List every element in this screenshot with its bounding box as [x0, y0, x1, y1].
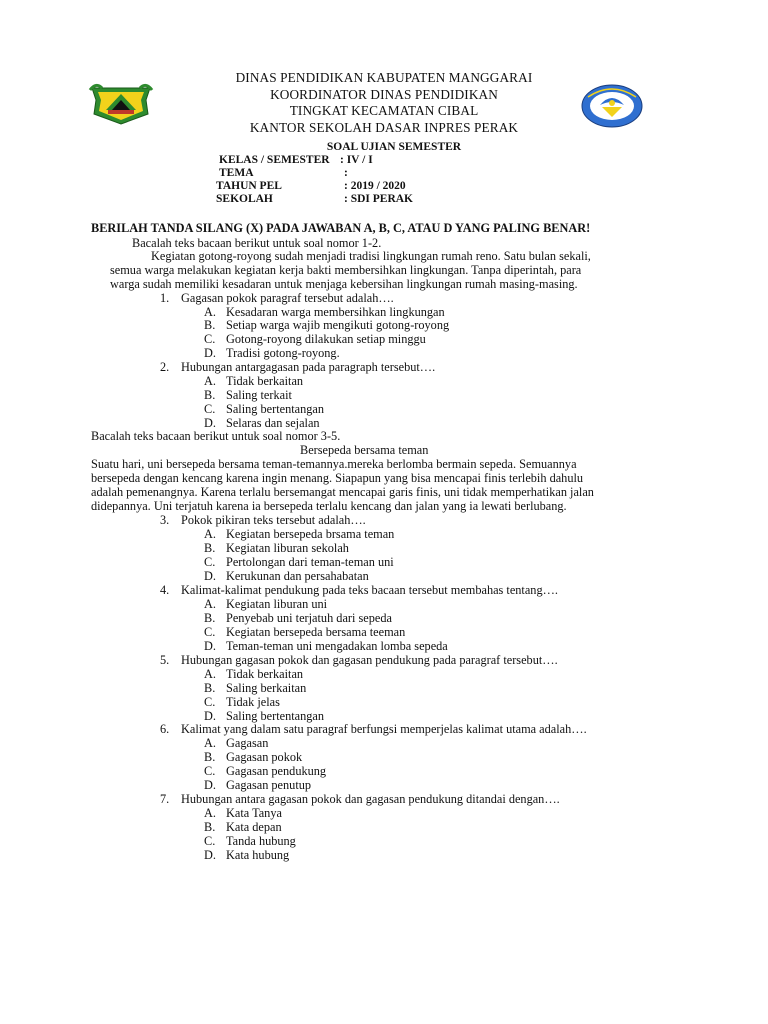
tut-wuri-handayani-logo-icon	[580, 83, 644, 129]
instruction: BERILAH TANDA SILANG (X) PADA JAWABAN A, B, C, ATAU D YANG PALING BENAR!	[91, 221, 591, 235]
option-text: Tidak berkaitan	[226, 667, 304, 681]
info-value: : IV / I	[340, 154, 373, 166]
question-text: Hubungan antara gagasan pokok dan gagasan pendukung ditandai dengan….	[181, 792, 560, 806]
option-text: Setiap warga wajib mengikuti gotong-royong	[226, 318, 450, 332]
option-text: Selaras dan sejalan	[226, 416, 320, 430]
option-text: Teman-teman uni mengadakan lomba sepeda	[226, 639, 448, 653]
info-label: SEKOLAH	[216, 193, 273, 205]
info-value: : 2019 / 2020	[344, 180, 406, 192]
question-text: Gagasan pokok paragraf tersebut adalah….	[181, 291, 394, 305]
option-letter: A.	[204, 736, 216, 750]
option-letter: B.	[204, 388, 216, 402]
option-letter: A.	[204, 527, 216, 541]
option-text: Gotong-royong dilakukan setiap minggu	[226, 332, 426, 346]
question-text: Pokok pikiran teks tersebut adalah….	[181, 513, 366, 527]
option-letter: A.	[204, 667, 216, 681]
option-letter: A.	[204, 806, 216, 820]
option-letter: C.	[204, 625, 216, 639]
option-text: Gagasan pokok	[226, 750, 303, 764]
passage-line: didepannya. Uni terjatuh karena ia bersepeda terlalu kencang dan jalan yang ia lewati berlubang.	[91, 499, 567, 513]
option-letter: A.	[204, 305, 216, 319]
question-number: 5.	[160, 653, 170, 667]
option-text: Tidak jelas	[226, 695, 280, 709]
option-letter: D.	[204, 639, 216, 653]
option-text: Kegiatan bersepeda bersama teeman	[226, 625, 406, 639]
option-letter: D.	[204, 346, 216, 360]
option-letter: C.	[204, 834, 216, 848]
option-letter: C.	[204, 332, 216, 346]
option-text: Tanda hubung	[226, 834, 296, 848]
option-text: Kegiatan liburan uni	[226, 597, 328, 611]
option-text: Kegiatan bersepeda brsama teman	[226, 527, 395, 541]
question-number: 2.	[160, 360, 170, 374]
question-number: 7.	[160, 792, 170, 806]
option-letter: C.	[204, 555, 216, 569]
option-text: Kesadaran warga membersihkan lingkungan	[226, 305, 445, 319]
option-text: Kerukunan dan persahabatan	[226, 569, 369, 583]
info-label: TAHUN PEL	[216, 180, 282, 192]
option-letter: D.	[204, 569, 216, 583]
option-text: Tradisi gotong-royong.	[226, 346, 340, 360]
header-line: KOORDINATOR DINAS PENDIDIKAN	[270, 86, 498, 102]
option-text: Kata depan	[226, 820, 282, 834]
option-text: Tidak berkaitan	[226, 374, 304, 388]
option-text: Gagasan pendukung	[226, 764, 327, 778]
passage-line: Kegiatan gotong-royong sudah menjadi tradisi lingkungan rumah reno. Satu bulan sekali,	[151, 249, 591, 263]
question-text: Hubungan antargagasan pada paragraph tersebut….	[181, 360, 436, 374]
passage-title: Bersepeda bersama teman	[300, 443, 429, 457]
passage-intro: Bacalah teks bacaan berikut untuk soal nomor 3-5.	[91, 429, 341, 443]
option-letter: A.	[204, 374, 216, 388]
passage-line: bersepeda dengan kencang karena ingin menang. Siapapun yang bisa mencapai finis terlebih dahulu	[91, 471, 584, 485]
question-text: Kalimat-kalimat pendukung pada teks bacaan tersebut membahas tentang….	[181, 583, 558, 597]
option-text: Saling terkait	[226, 388, 292, 402]
question-number: 1.	[160, 291, 170, 305]
option-letter: C.	[204, 764, 216, 778]
option-text: Pertolongan dari teman-teman uni	[226, 555, 394, 569]
option-text: Kata hubung	[226, 848, 290, 862]
option-letter: B.	[204, 750, 216, 764]
option-text: Kegiatan liburan sekolah	[226, 541, 349, 555]
info-label: KELAS / SEMESTER	[219, 154, 330, 166]
option-letter: D.	[204, 778, 216, 792]
question-text: Kalimat yang dalam satu paragraf berfungsi memperjelas kalimat utama adalah….	[181, 722, 587, 736]
passage-line: Suatu hari, uni bersepeda bersama teman-temannya.mereka berlomba bermain sepeda. Semuannya	[91, 457, 577, 471]
passage-line: adalah pemenangnya. Karena terlalu bersemangat mencapai garis finis, uni tidak memperhatikan jalan	[91, 485, 594, 499]
option-letter: B.	[204, 541, 216, 555]
option-text: Saling berkaitan	[226, 681, 307, 695]
option-letter: B.	[204, 820, 216, 834]
info-label: TEMA	[219, 167, 254, 179]
option-text: Gagasan	[226, 736, 269, 750]
passage-intro: Bacalah teks bacaan berikut untuk soal nomor 1-2.	[132, 236, 382, 250]
option-text: Saling bertentangan	[226, 402, 325, 416]
question-number: 3.	[160, 513, 170, 527]
option-text: Penyebab uni terjatuh dari sepeda	[226, 611, 392, 625]
info-value: :	[344, 167, 348, 179]
passage-line: semua warga melakukan kegiatan kerja bakti membersihkan lingkungan. Tanpa diperintah, para	[110, 263, 582, 277]
header-line: DINAS PENDIDIKAN KABUPATEN MANGGARAI	[235, 70, 533, 85]
option-letter: B.	[204, 611, 216, 625]
option-letter: B.	[204, 681, 216, 695]
option-text: Kata Tanya	[226, 806, 282, 820]
question-number: 6.	[160, 722, 170, 736]
letterhead	[0, 70, 768, 140]
passage-line: warga sudah memiliki kesadaran untuk menjaga kebersihan lingkungan rumah masing-masing.	[110, 277, 578, 291]
header-line: TINGKAT KECAMATAN CIBAL	[289, 103, 479, 118]
question-number: 4.	[160, 583, 170, 597]
info-value: : SDI PERAK	[344, 193, 414, 205]
option-letter: C.	[204, 695, 216, 709]
option-letter: B.	[204, 318, 216, 332]
option-text: Saling bertentangan	[226, 709, 325, 723]
option-letter: C.	[204, 402, 216, 416]
exam-title: SOAL UJIAN SEMESTER	[326, 141, 462, 153]
header-line: KANTOR SEKOLAH DASAR INPRES PERAK	[249, 119, 519, 135]
option-text: Gagasan penutup	[226, 778, 312, 792]
option-letter: D.	[204, 848, 216, 862]
option-letter: D.	[204, 416, 216, 430]
question-text: Hubungan gagasan pokok dan gagasan pendukung pada paragraf tersebut….	[181, 653, 558, 667]
option-letter: A.	[204, 597, 216, 611]
option-letter: D.	[204, 709, 216, 723]
